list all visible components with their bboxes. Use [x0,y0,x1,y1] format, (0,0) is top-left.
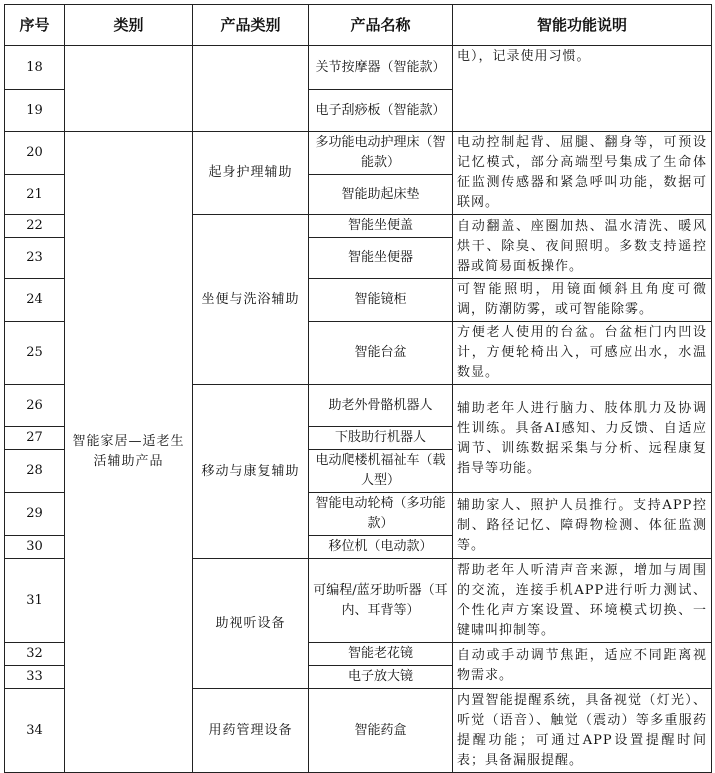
header-smart-function: 智能功能说明 [453,5,712,46]
function-desc: 自动或手动调节焦距，适应不同距离视物需求。 [453,643,712,689]
row-no: 34 [5,689,65,773]
product-name: 下肢助行机器人 [309,427,453,450]
product-name: 智能坐便器 [309,238,453,279]
product-name: 智能镜柜 [309,279,453,322]
row-no: 18 [5,46,65,90]
row-no: 19 [5,90,65,132]
function-desc: 电动控制起背、屈腿、翻身等，可预设记忆模式，部分高端型号集成了生命体征监测传感器和紧急呼叫功能，数据可联网。 [453,132,712,215]
product-category-cell: 用药管理设备 [193,689,309,773]
header-product-category: 产品类别 [193,5,309,46]
product-category-cell: 助视听设备 [193,559,309,689]
product-name: 电子放大镜 [309,666,453,689]
row-no: 32 [5,643,65,666]
function-desc: 可智能照明，用镜面倾斜且角度可微调，防潮防雾，或可智能除雾。 [453,279,712,322]
product-name: 电动爬楼机福祉车（载人型） [309,450,453,493]
product-category-cell: 坐便与洗浴辅助 [193,215,309,385]
row-no: 24 [5,279,65,322]
row-no: 27 [5,427,65,450]
product-name: 助老外骨骼机器人 [309,385,453,427]
row-no: 29 [5,493,65,536]
function-desc: 帮助老年人听清声音来源，增加与周围的交流，连接手机APP进行听力测试、个性化声方案设置、环境模式切换、一键啸叫抑制等。 [453,559,712,643]
function-desc: 内置智能提醒系统，具备视觉（灯光）、听觉（语音）、触觉（震动）等多重服药提醒功能；可通过APP设置提醒时间表；具备漏服提醒。 [453,689,712,773]
product-category-cell: 起身护理辅助 [193,132,309,215]
header-category: 类别 [65,5,193,46]
category-cell-empty [65,46,193,132]
product-name: 智能老花镜 [309,643,453,666]
header-no: 序号 [5,5,65,46]
row-no: 22 [5,215,65,238]
function-desc: 自动翻盖、座圈加热、温水清洗、暖风烘干、除臭、夜间照明。多数支持遥控器或简易面板操作。 [453,215,712,279]
product-name: 智能药盒 [309,689,453,773]
function-desc: 辅助老年人进行脑力、肢体肌力及协调性训练。具备AI感知、力反馈、自适应调节、训练数据采集与分析、远程康复指导等功能。 [453,385,712,493]
row-no: 28 [5,450,65,493]
product-name: 关节按摩器（智能款） [309,46,453,90]
product-name: 智能坐便盖 [309,215,453,238]
product-name: 电子刮痧板（智能款） [309,90,453,132]
category-cell: 智能家居—适老生活辅助产品 [65,132,193,773]
function-desc: 方便老人使用的台盆。台盆柜门内凹设计，方便轮椅出入，可感应出水，水温数显。 [453,322,712,385]
product-name: 智能助起床垫 [309,175,453,215]
product-category-cell: 移动与康复辅助 [193,385,309,559]
product-name: 可编程/蓝牙助听器（耳内、耳背等） [309,559,453,643]
product-name: 智能台盆 [309,322,453,385]
row-no: 20 [5,132,65,175]
row-no: 25 [5,322,65,385]
row-no: 31 [5,559,65,643]
product-name: 移位机（电动款） [309,536,453,559]
product-table [4,4,712,773]
product-name: 多功能电动护理床（智能款） [309,132,453,175]
row-no: 33 [5,666,65,689]
header-row [5,5,712,46]
table-row [5,46,712,90]
row-no: 26 [5,385,65,427]
row-no: 21 [5,175,65,215]
product-category-cell-empty [193,46,309,132]
row-no: 30 [5,536,65,559]
product-name: 智能电动轮椅（多功能款） [309,493,453,536]
function-desc: 辅助家人、照护人员推行。支持APP控制、路径记忆、障碍物检测、体征监测等。 [453,493,712,559]
header-product-name: 产品名称 [309,5,453,46]
row-no: 23 [5,238,65,279]
table-row [5,132,712,175]
function-desc: 电），记录使用习惯。 [453,46,712,132]
